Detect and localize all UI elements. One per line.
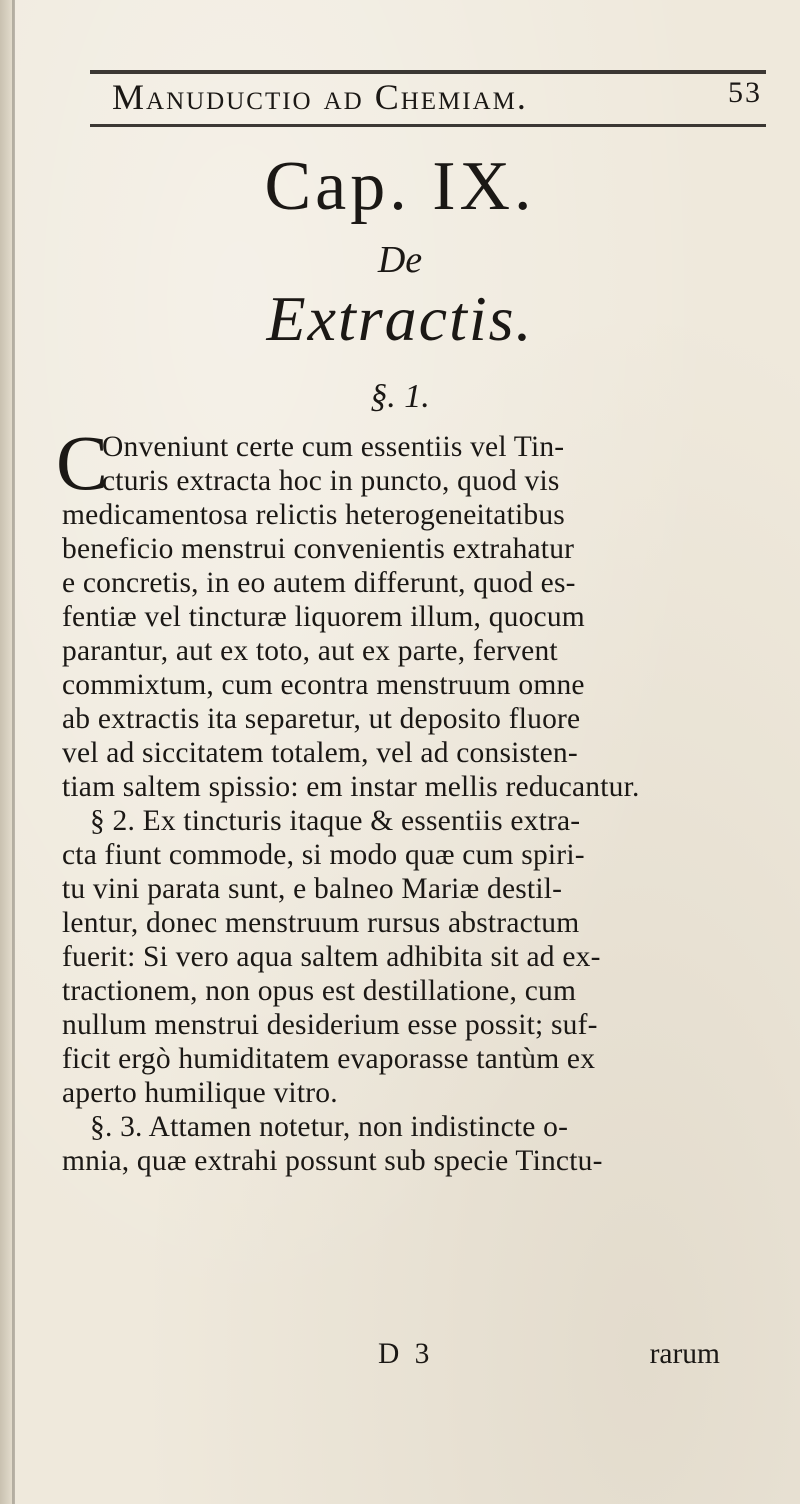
header-rule-top: [90, 70, 766, 74]
gutter-shadow-line: [12, 0, 15, 1504]
chapter-subject: Extractis.: [266, 283, 534, 354]
drop-initial: C: [56, 419, 109, 506]
text-line: §. 3. Attamen notetur, non indistincte o-: [90, 1111, 569, 1143]
text-line: mnia, quæ extrahi possunt sub specie Tinctu-: [62, 1145, 603, 1177]
text-line: cta fiunt commode, si modo quæ cum spiri-: [62, 839, 585, 871]
section-mark: §. 1.: [370, 378, 430, 415]
text-line: ab extractis ita separetur, ut deposito fluore: [62, 703, 581, 735]
text-line: beneficio menstrui convenientis extrahatur: [62, 533, 575, 565]
running-head-title: Manuductio ad Chemiam.: [112, 77, 528, 117]
text-line: vel ad siccitatem totalem, vel ad consisten-: [62, 737, 578, 769]
text-line: parantur, aut ex toto, aut ex parte, fervent: [62, 635, 558, 667]
text-line: fuerit: Si vero aqua saltem adhibita sit ad ex-: [62, 941, 601, 973]
chapter-title: Cap. IX.: [264, 148, 536, 225]
text-line: § 2. Ex tincturis itaque & essentiis extra-: [90, 805, 581, 837]
text-line: tractionem, non opus est destillatione, cum: [62, 975, 577, 1007]
text-line: e concretis, in eo autem differunt, quod es-: [62, 567, 576, 599]
body-text: [56, 419, 772, 1178]
text-line: medicamentosa relictis heterogeneitatibus: [62, 499, 565, 531]
text-line: cturis extracta hoc in puncto, quod vis: [102, 465, 560, 497]
text-line: ficit ergò humiditatem evaporasse tantùm ex: [62, 1043, 596, 1075]
text-line: aperto humilique vitro.: [62, 1077, 338, 1109]
text-line: tu vini parata sunt, e balneo Mariæ destil-: [62, 873, 563, 905]
text-line: Onveniunt certe cum essentiis vel Tin-: [102, 431, 565, 463]
text-line: nullum menstrui desiderium esse possit; suf-: [62, 1009, 598, 1041]
chapter-subtitle-de: De: [377, 239, 423, 281]
text-line: tiam saltem spissio: em instar mellis reducantur.: [62, 771, 640, 803]
text-line: lentur, donec menstruum rursus abstractum: [62, 907, 580, 939]
running-head: [112, 76, 762, 120]
text-line: fentiæ vel tincturæ liquorem illum, quocum: [62, 601, 585, 633]
text-line: commixtum, cum econtra menstruum omne: [62, 669, 585, 701]
page-number: 53: [728, 76, 762, 109]
catchword: rarum: [649, 1338, 720, 1370]
signature-mark: D 3: [378, 1338, 434, 1370]
page-footer: [0, 1338, 800, 1374]
header-rule-bottom: [90, 124, 766, 127]
